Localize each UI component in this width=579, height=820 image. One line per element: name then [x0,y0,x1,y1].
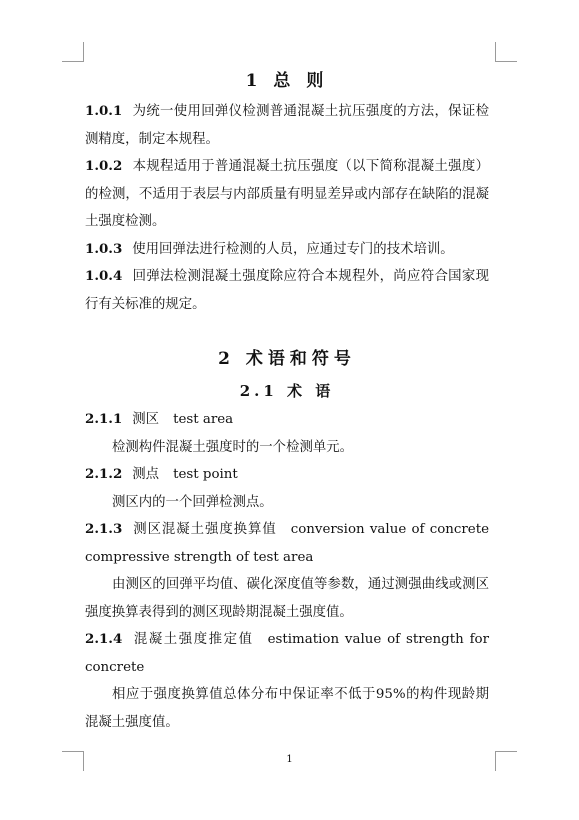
section-2-1-title: 2.1 术 语 [239,382,335,400]
term-english: test area [173,412,234,427]
clause-1-0-3 [85,236,489,264]
clause-text: 本规程适用于普通混凝土抗压强度（以下简称混凝土强度）的检测，不适用于表层与内部质量有明显差异或内部存在缺陷的混凝土强度检测。 [85,159,489,229]
term-definition: 由测区的回弹平均值、碳化深度值等参数，通过测强曲线或测区强度换算表得到的测区现龄期混凝土强度值。 [85,577,489,620]
term-definition: 测区内的一个回弹检测点。 [112,494,273,510]
term-chinese: 混凝土强度推定值 [132,632,254,647]
term-english: estimation value of strength for concrete [85,632,489,675]
clause-1-0-1 [85,98,489,153]
term-english: test point [173,467,238,482]
clause-text: 使用回弹法进行检测的人员，应通过专门的技术培训。 [132,241,454,257]
clause-text: 回弹法检测混凝土强度除应符合本规程外，尚应符合国家现行有关标准的规定。 [85,269,489,312]
clause-text: 为统一使用回弹仪检测普通混凝土抗压强度的方法，保证检测精度，制定本规程。 [85,104,489,147]
chapter-1-title: 1 总 则 [245,71,329,91]
page-number: 1 [286,754,293,765]
corner-mark-top-right [495,42,517,62]
term-english-continued: compressive strength of test area [85,549,314,565]
term-definition: 相应于强度换算值总体分布中保证率不低于95%的构件现龄期混凝土强度值。 [85,687,489,730]
term-number: 2.1.1 [85,411,123,427]
chapter-2-title: 2 术语和符号 [218,349,356,369]
clause-1-0-4 [85,263,489,318]
term-2-1-3 [85,516,489,544]
clause-number: 1.0.3 [85,240,123,257]
term-definition: 检测构件混凝土强度时的一个检测单元。 [112,439,354,455]
term-chinese: 测区混凝土强度换算值 [132,522,277,537]
clause-number: 1.0.4 [85,268,123,284]
corner-mark-top-left [62,42,84,62]
term-chinese: 测区 [132,412,160,427]
clause-number: 1.0.2 [85,158,123,174]
page-content [85,64,489,736]
term-number: 2.1.4 [85,631,123,647]
term-number: 2.1.3 [85,521,123,537]
term-number: 2.1.2 [85,466,123,482]
term-2-1-1 [85,406,489,434]
term-2-1-4 [85,626,489,681]
term-chinese: 测点 [132,467,160,482]
term-english: conversion value of concrete [290,522,490,537]
clause-1-0-2 [85,153,489,236]
term-2-1-2 [85,461,489,489]
clause-number: 1.0.1 [85,103,123,119]
